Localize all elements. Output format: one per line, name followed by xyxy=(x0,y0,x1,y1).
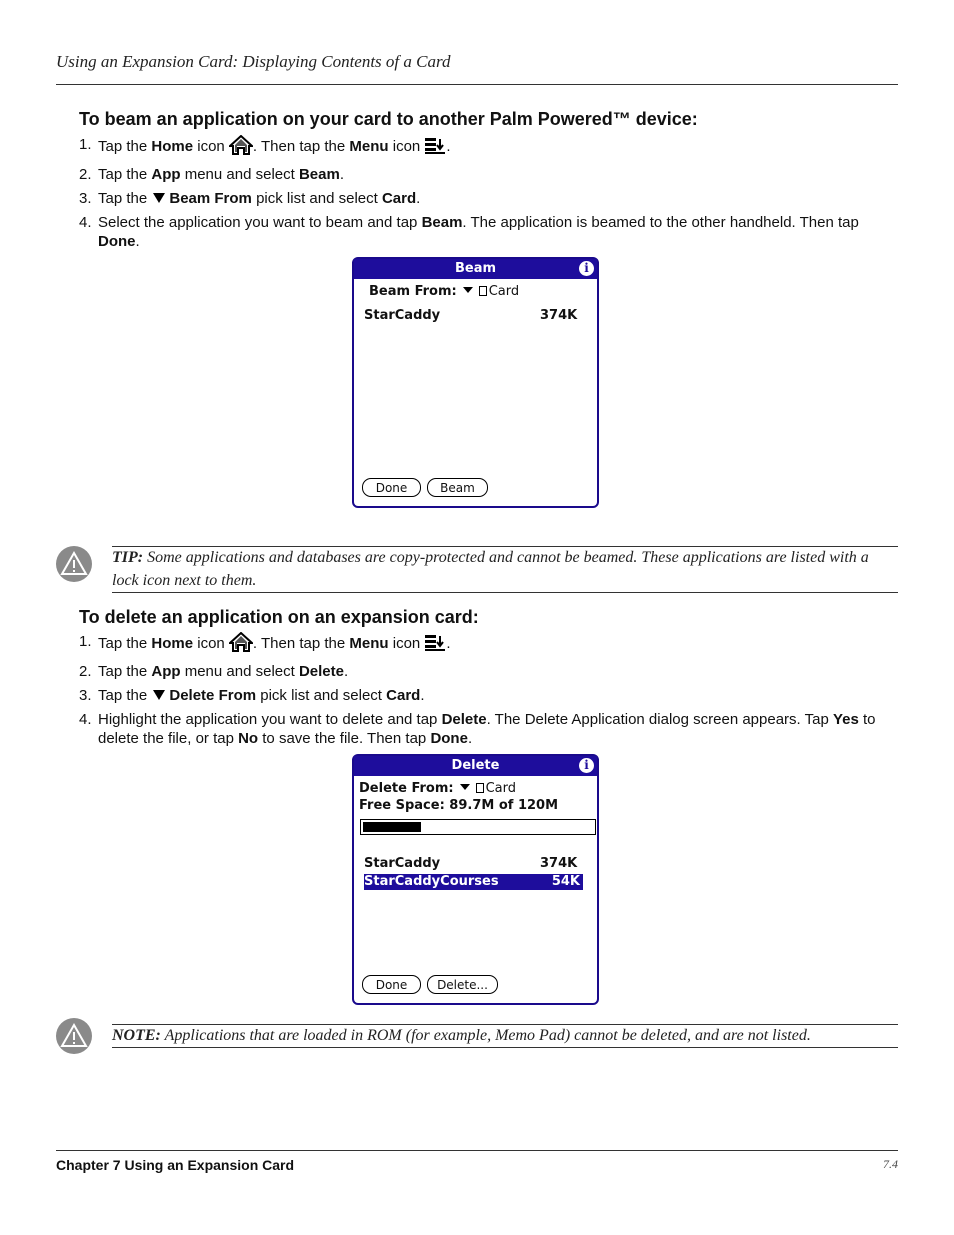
tip-bottom-rule xyxy=(112,592,898,593)
app-name[interactable]: StarCaddy xyxy=(364,308,441,323)
beam-title: Beam xyxy=(454,261,497,276)
list-item: 4. Highlight the application you want to delete and tap Delete. The Delete Application dialog screen appears. Tap Yes to delete the file, or tap No to save the file. Then tap Done. xyxy=(79,711,876,747)
pick-list-triangle-icon xyxy=(153,193,165,203)
list-item: 2. Tap the App menu and select Beam. xyxy=(79,166,344,183)
beam-screen xyxy=(352,257,599,508)
beam-titlebar xyxy=(354,259,597,279)
delete-screen xyxy=(352,754,599,1005)
list-item: 2. Tap the App menu and select Delete. xyxy=(79,663,349,680)
beam-button[interactable]: Beam xyxy=(427,478,488,497)
beam-heading: To beam an application on your card to another Palm Powered™ device: xyxy=(79,109,698,129)
home-icon xyxy=(229,632,253,657)
header-rule xyxy=(56,84,898,85)
pick-list-triangle-icon xyxy=(460,784,470,790)
list-item: 3. Tap the Beam From pick list and select Card. xyxy=(79,190,421,207)
app-row-selected[interactable] xyxy=(364,874,583,890)
info-icon[interactable]: i xyxy=(579,261,594,276)
delete-button[interactable]: Delete... xyxy=(427,975,498,994)
running-header: Using an Expansion Card: Displaying Contents of a Card xyxy=(56,52,451,71)
info-icon[interactable]: i xyxy=(579,758,594,773)
free-space-bar xyxy=(360,819,596,835)
warning-icon xyxy=(56,546,92,582)
free-space-bar-fill xyxy=(363,822,421,832)
pick-list-triangle-icon xyxy=(463,287,473,293)
app-name[interactable]: StarCaddy xyxy=(364,856,441,871)
note-text: NOTE: Applications that are loaded in ROM (for example, Memo Pad) cannot be deleted, and are not listed. xyxy=(112,1027,811,1044)
delete-titlebar xyxy=(354,756,597,776)
delete-heading: To delete an application on an expansion card: xyxy=(79,607,479,627)
app-name: StarCaddyCourses xyxy=(364,874,499,889)
list-item: 1. Tap the Home icon . Then tap the Menu icon . xyxy=(79,632,894,657)
beam-steps xyxy=(79,135,894,256)
menu-icon xyxy=(424,137,446,160)
menu-icon xyxy=(424,634,446,657)
app-size: 374K xyxy=(540,856,578,871)
done-button[interactable]: Done xyxy=(362,478,421,497)
list-item: 1. Tap the Home icon . Then tap the Menu icon . xyxy=(79,135,894,160)
list-item: 4. Select the application you want to beam and tap Beam. The application is beamed to the other handheld. Then tap Done. xyxy=(79,214,859,250)
app-size: 54K xyxy=(551,874,580,889)
free-space-label: Free Space: 89.7M of 120M xyxy=(359,798,559,813)
home-icon xyxy=(229,135,253,160)
card-icon xyxy=(479,286,487,296)
delete-from-value[interactable]: Card xyxy=(485,781,516,796)
list-item: 3. Tap the Delete From pick list and select Card. xyxy=(79,687,425,704)
pick-list-triangle-icon xyxy=(153,690,165,700)
tip-text: TIP: Some applications and databases are copy-protected and cannot be beamed. These applications are listed with a lock icon next to them. xyxy=(112,549,869,589)
card-icon xyxy=(476,783,484,793)
page-number: 7.4 xyxy=(883,1157,898,1171)
beam-from-row[interactable]: Beam From: Card xyxy=(369,284,520,299)
warning-icon xyxy=(56,1018,92,1054)
delete-from-row[interactable]: Delete From: Card xyxy=(359,781,516,796)
note-bottom-rule xyxy=(112,1047,898,1048)
footer-chapter: Chapter 7 Using an Expansion Card xyxy=(56,1157,295,1173)
footer-rule xyxy=(56,1150,898,1151)
app-size: 374K xyxy=(540,308,578,323)
delete-steps xyxy=(79,632,894,753)
delete-title: Delete xyxy=(451,758,500,773)
beam-from-value[interactable]: Card xyxy=(488,284,520,299)
done-button[interactable]: Done xyxy=(362,975,421,994)
